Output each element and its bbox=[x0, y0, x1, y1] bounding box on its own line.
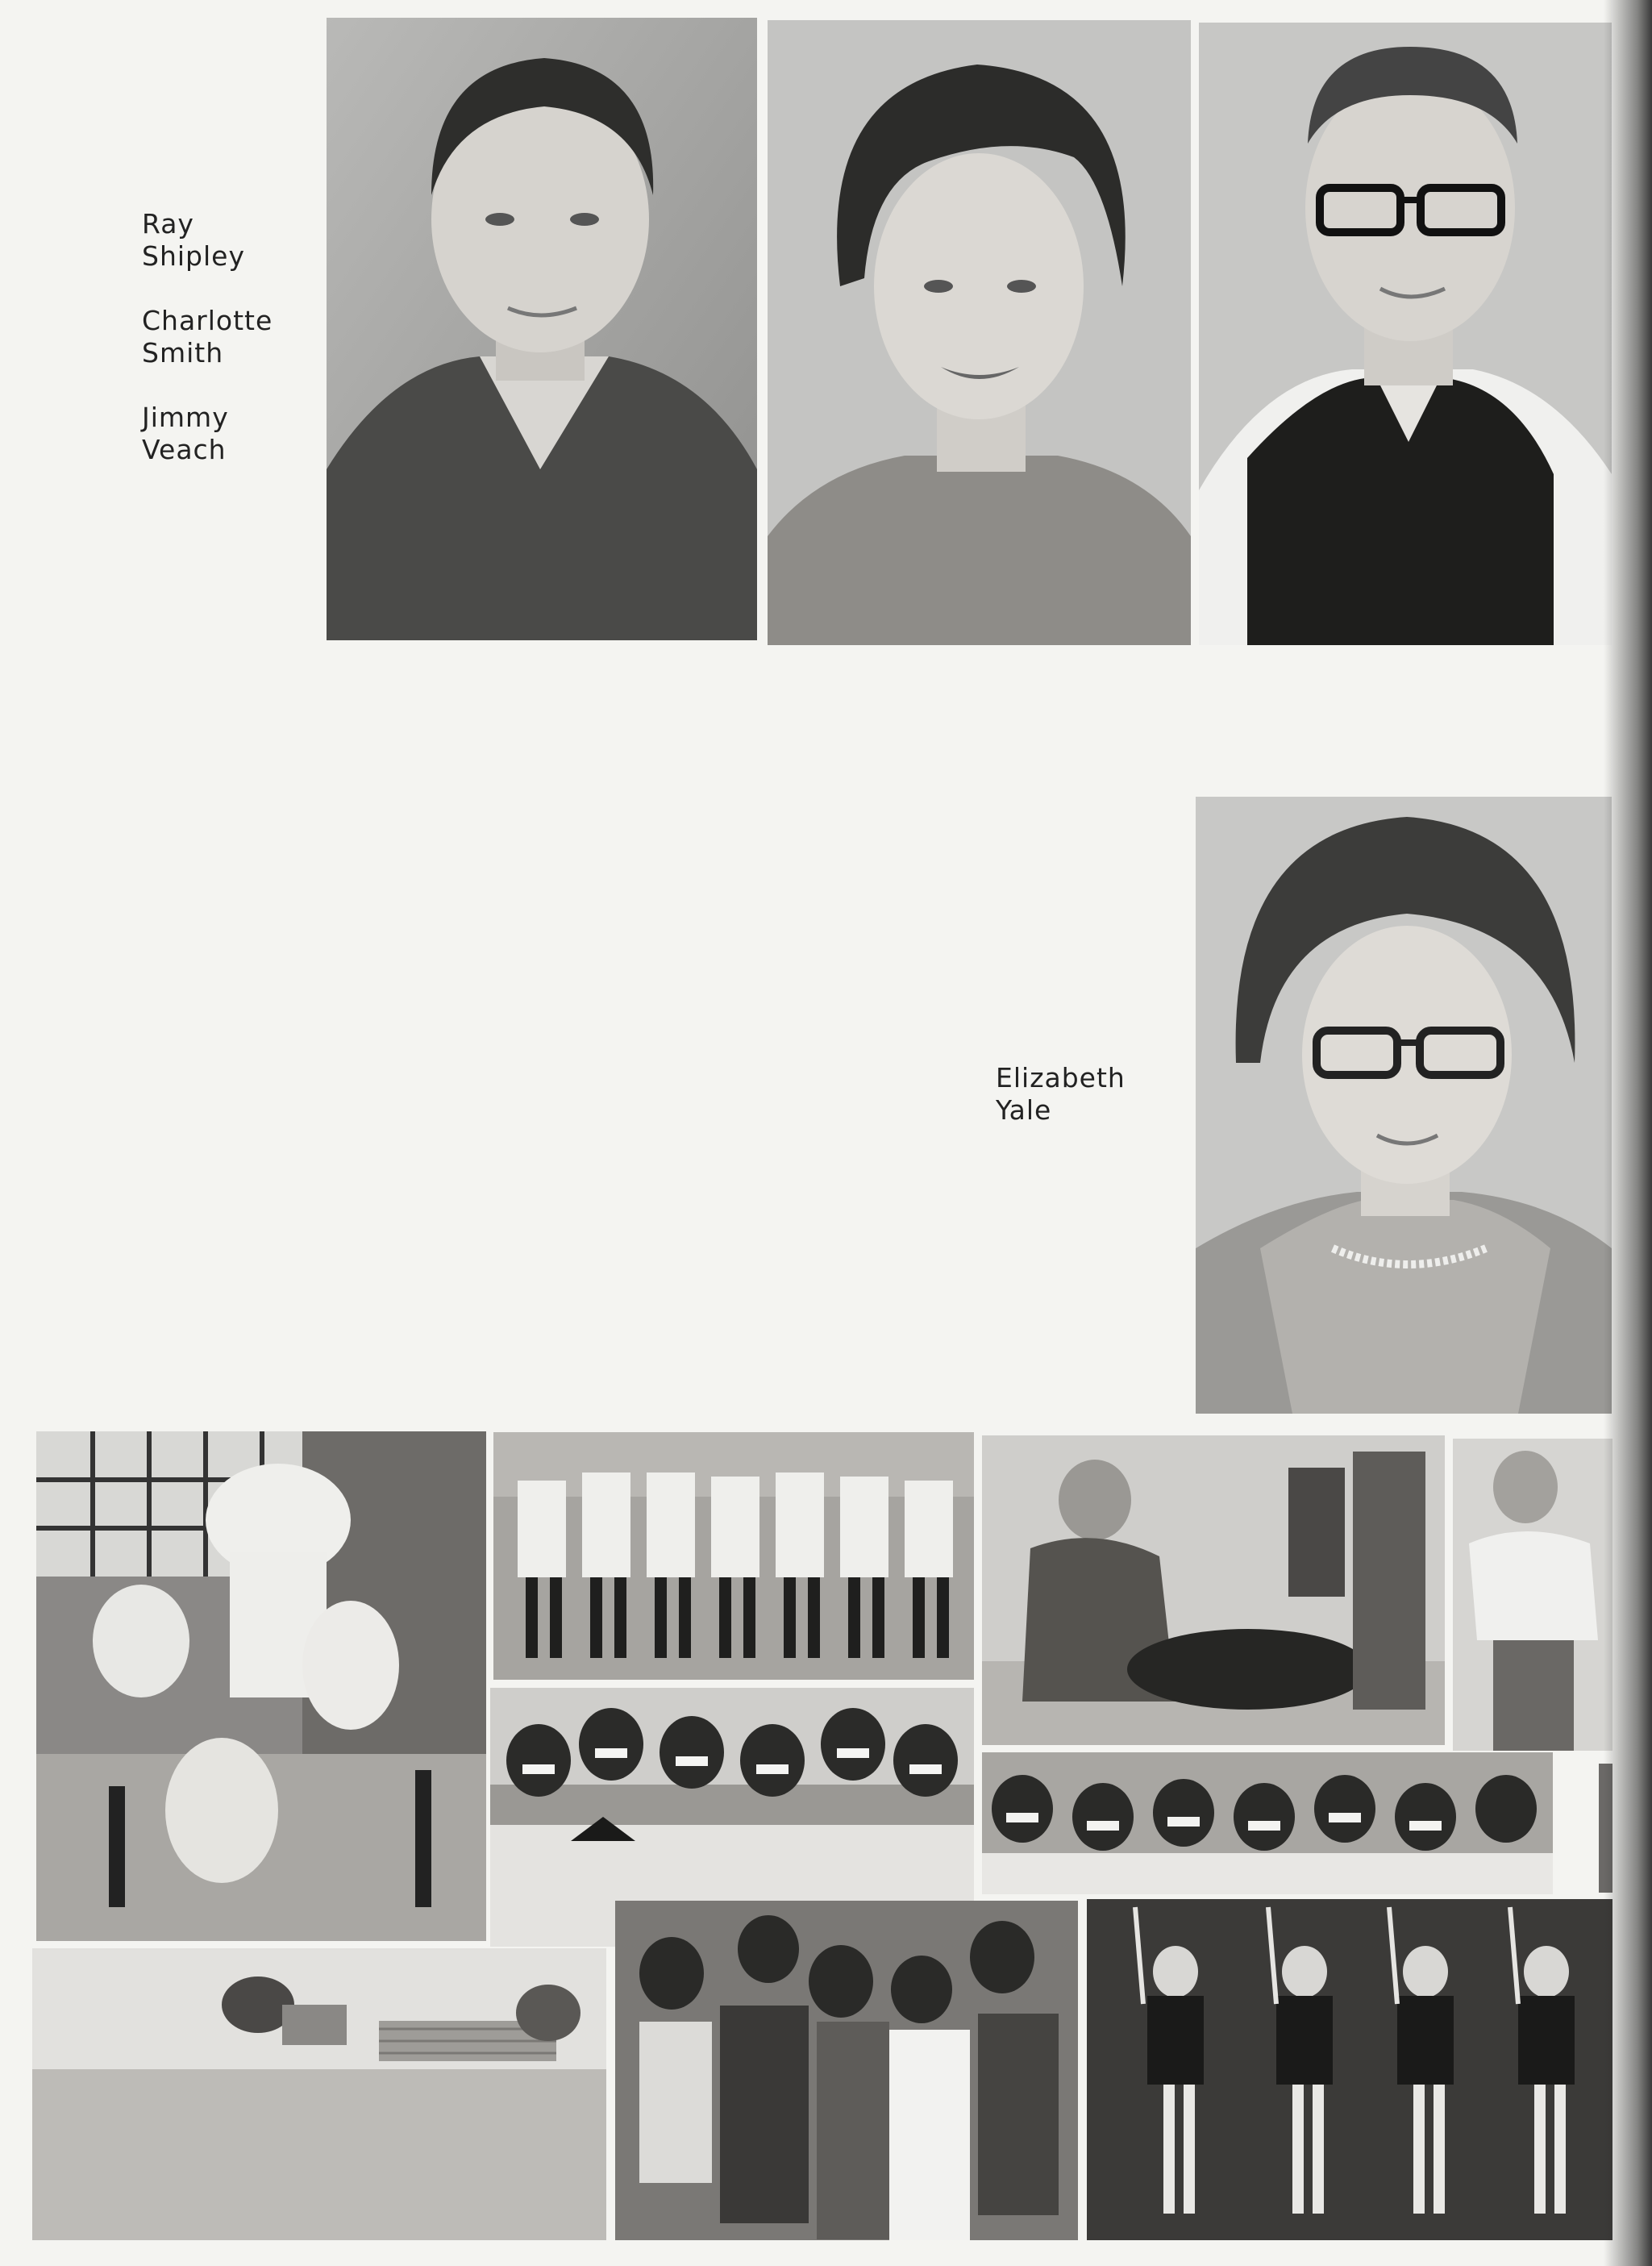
first-name: Ray bbox=[142, 208, 194, 240]
last-name: Shipley bbox=[142, 240, 245, 272]
first-name: Jimmy bbox=[142, 402, 229, 433]
snapshot-photo bbox=[982, 1435, 1445, 1745]
portrait-names-column bbox=[142, 208, 273, 498]
portrait-photo-charlotte-smith bbox=[768, 20, 1191, 645]
name-elizabeth-yale bbox=[996, 1062, 1126, 1127]
snapshot-photo bbox=[32, 1948, 606, 2240]
portrait-photo-elizabeth-yale bbox=[1196, 797, 1612, 1414]
snapshot-photo bbox=[982, 1752, 1553, 1894]
page-binding-shadow bbox=[1604, 0, 1652, 2266]
name-charlotte-smith bbox=[142, 305, 273, 369]
snapshot-photo bbox=[36, 1431, 486, 1941]
snapshot-photo bbox=[1453, 1439, 1612, 1751]
portrait-photo-ray-shipley bbox=[327, 18, 757, 640]
snapshot-photo bbox=[493, 1432, 974, 1680]
portrait-photo-jimmy-veach bbox=[1199, 23, 1612, 645]
first-name: Elizabeth bbox=[996, 1062, 1126, 1093]
last-name: Smith bbox=[142, 337, 224, 369]
name-ray-shipley bbox=[142, 208, 273, 273]
last-name: Yale bbox=[996, 1094, 1052, 1126]
snapshot-photo bbox=[615, 1901, 1078, 2240]
snapshot-photo bbox=[1087, 1899, 1612, 2240]
name-jimmy-veach bbox=[142, 402, 273, 466]
last-name: Veach bbox=[142, 434, 227, 465]
first-name: Charlotte bbox=[142, 305, 273, 336]
